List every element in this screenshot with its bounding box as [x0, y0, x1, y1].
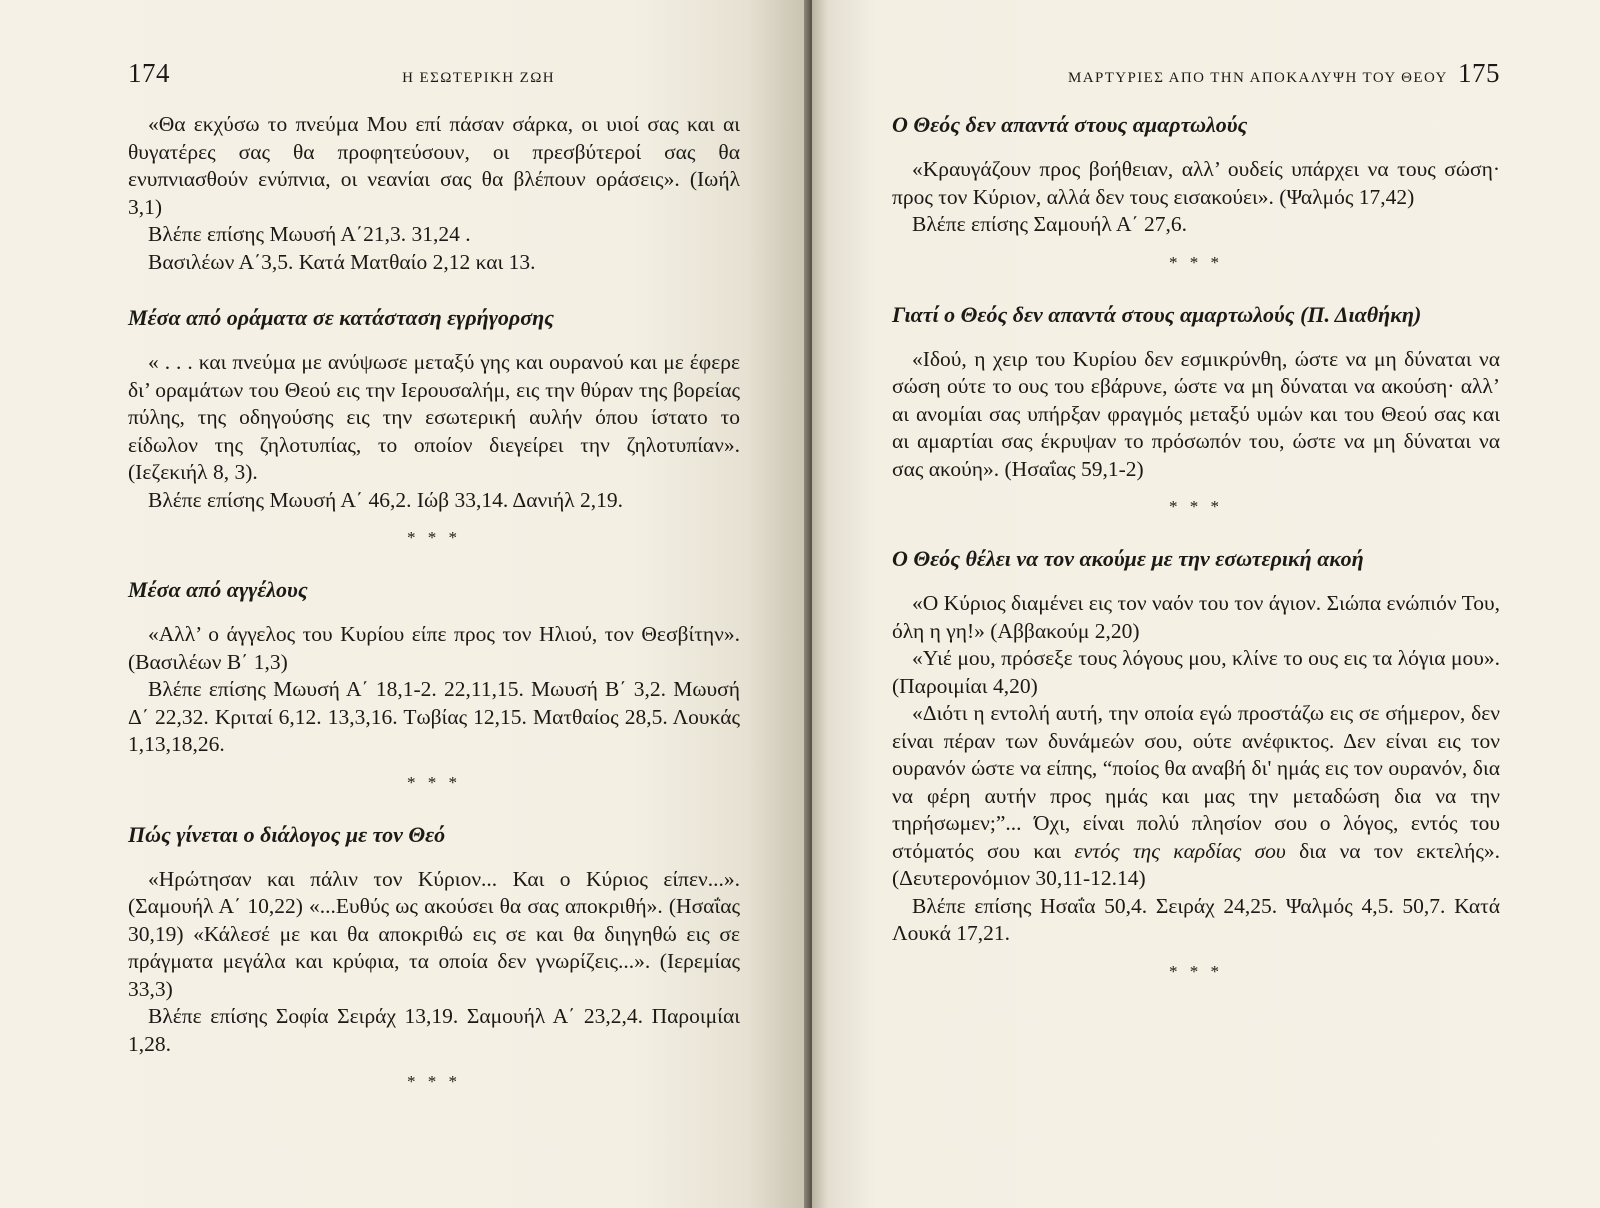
paragraph: Βασιλέων Α΄3,5. Κατά Ματθαίο 2,12 και 13.: [148, 249, 536, 274]
section-heading: Μέσα από αγγέλους: [128, 577, 308, 602]
paragraph: Βλέπε επίσης Σαμουήλ Α΄ 27,6.: [912, 212, 1188, 236]
paragraph: «Ηρώτησαν και πάλιν τον Κύριον... Και ο Κύριος είπεν...». (Σαμουήλ Α΄ 10,22) «...Ευθύς ως ακούσει θα σας αποκριθή». (Ησαΐας 30,19) «Κάλεσέ με και θα αποκριθώ εις σε και θα διηγηθώ εις σε πράγματα μεγάλα και κρύφια, τα οποία δεν γνωρίζεις...». (Ιερεμίας 33,3): [128, 866, 740, 1001]
paragraph: «Ο Κύριος διαμένει εις τον ναόν του τον άγιον. Σιώπα ενώπιόν Του, όλη η γη!» (Αββακούμ 2,20): [892, 591, 1500, 643]
section: [892, 545, 1500, 982]
section-separator: * * *: [1169, 961, 1223, 981]
section-separator: * * *: [1169, 252, 1223, 272]
running-head: Η ΕΣΩΤΕΡΙΚΗ ΖΩΗ: [402, 70, 555, 86]
paragraph: « . . . και πνεύμα με ανύψωσε μεταξύ γης και ουρανού και με έφερε δι’ οραμάτων του Θεού εις την Ιερουσαλήμ, εις την θύραν της βορείας πύλης, της οδηγούσης εις την εσωτερική αυλήν όπου ίστατο το είδωλον της ζηλοτυπίας, το οποίον διεγείρει την ζηλοτυπίαν». (Ιεζεκιήλ 8, 3).: [128, 350, 740, 484]
paragraph: Βλέπε επίσης Ησαΐα 50,4. Σειράχ 24,25. Ψαλμός 4,5. 50,7. Κατά Λουκά 17,21.: [892, 893, 1500, 945]
right-page: [812, 0, 1600, 1208]
paragraph: Βλέπε επίσης Μωυσή Α΄21,3. 31,24 .: [148, 222, 471, 246]
page-number: 174: [128, 58, 170, 88]
emphasized-text: εντός της καρδίας σου: [1074, 838, 1286, 863]
page-number: 175: [1458, 58, 1500, 88]
paragraph: «Υιέ μου, πρόσεξε τους λόγους μου, κλίνε το ους εις τα λόγια μου». (Παροιμίαι 4,20): [892, 646, 1500, 698]
paragraph: [892, 700, 1500, 893]
section: [128, 576, 740, 793]
intro-block: [128, 111, 740, 276]
paragraph: Βλέπε επίσης Μωυσή Α΄ 46,2. Ιώβ 33,14. Δανιήλ 2,19.: [148, 487, 624, 512]
section-separator: * * *: [407, 772, 461, 792]
section-heading: Ο Θεός θέλει να τον ακούμε με την εσωτερική ακοή: [892, 546, 1364, 571]
paragraph: «Κραυγάζουν προς βοήθειαν, αλλ’ ουδείς υπάρχει να τους σώση· προς τον Κύριον, αλλά δεν τους εισακούει». (Ψαλμός 17,42): [892, 157, 1500, 209]
section: [892, 301, 1500, 518]
section: [128, 821, 740, 1093]
paragraph-text: δια να τον εκτελής». (Δευτερονόμιον 30,11-12.14): [892, 838, 1500, 890]
paragraph: «Ιδού, η χειρ του Κυρίου δεν εσμικρύνθη, ώστε να μη δύναται να σώση ούτε το ους του εβάρυνε, ώστε να μη δύναται να ακούση· αλλ’ αι ανομίαι σας υπήρξαν φραγμός μεταξύ υμών και του Θεού σας και αι αμαρτίαι σας έκρυψαν το πρόσωπόν του, ώστε να μη δύναται να σας ακούη». (Ησαΐας 59,1-2): [892, 346, 1500, 481]
section-heading: Γιατί ο Θεός δεν απαντά στους αμαρτωλούς (Π. Διαθήκη): [892, 301, 1422, 327]
left-page-header: [128, 58, 740, 89]
paragraph: «Θα εκχύσω το πνεύμα Μου επί πάσαν σάρκα, οι υιοί σας και αι θυγατέρες σας θα προφητεύσουν, οι πρεσβύτεροί σας θα ενυπνιασθούν ενύπνια, οι νεανίαι σας θα βλέπουν οράσεις». (Ιωήλ 3,1): [128, 112, 740, 219]
section: [128, 304, 740, 548]
section-separator: * * *: [407, 528, 461, 547]
right-page-header: [892, 58, 1500, 89]
section-separator: * * *: [407, 1072, 461, 1091]
paragraph: Βλέπε επίσης Μωυσή Α΄ 18,1-2. 22,11,15. Μωυσή Β΄ 3,2. Μωυσή Δ΄ 22,32. Κριταί 6,12. 13,3,16. Τωβίας 12,15. Ματθαίος 28,5. Λουκάς 1,13,18,26.: [128, 677, 740, 756]
section-heading: Πώς γίνεται ο διάλογος με τον Θεό: [128, 821, 446, 847]
paragraph: Βλέπε επίσης Σοφία Σειράχ 13,19. Σαμουήλ Α΄ 23,2,4. Παροιμίαι 1,28.: [128, 1004, 740, 1056]
paragraph-text: «Διότι η εντολή αυτή, την οποία εγώ προστάζω εις σε σήμερον, δεν είναι πέραν των δυνάμεών σου, ούτε ανέφικτος. Δεν είναι εις τον ουρανόν ώστε να είπης, “ποίος θα αναβή δι' ημάς εις τον ουρανόν, δια να φέρη αυτήν προς ημάς και μας την μεταδώση δια να την τηρήσωμεν;”... Όχι, είναι πολύ πλησίον σου ο λόγος, εντός του στόματός σου και: [892, 701, 1500, 863]
running-head: ΜΑΡΤΥΡΙΕΣ ΑΠΟ ΤΗΝ ΑΠΟΚΑΛΥΨΗ ΤΟΥ ΘΕΟΥ: [1068, 70, 1448, 86]
section-heading: Μέσα από οράματα σε κατάσταση εγρήγορσης: [128, 305, 554, 330]
section: [892, 111, 1500, 273]
section-separator: * * *: [1169, 497, 1223, 516]
paragraph: «Αλλ’ ο άγγελος του Κυρίου είπε προς τον Ηλιού, τον Θεσβίτην». (Βασιλέων Β΄ 1,3): [128, 622, 740, 674]
section-heading: Ο Θεός δεν απαντά στους αμαρτωλούς: [892, 112, 1248, 137]
